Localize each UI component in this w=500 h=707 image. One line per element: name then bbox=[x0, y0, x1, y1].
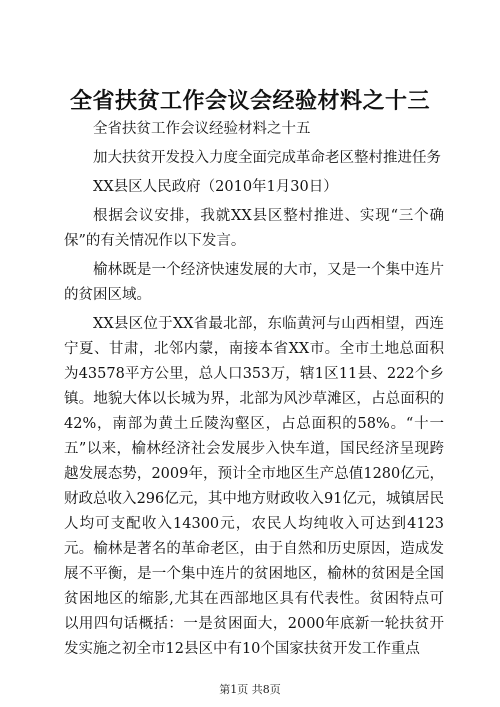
author-date-paragraph: XX县区人民政府（2010年1月30日） bbox=[93, 179, 338, 195]
body-paragraph: 根据会议安排，我就XX县区整村推进、实现“三个确保”的有关情况作以下发言。 bbox=[64, 208, 444, 249]
document-title: 全省扶贫工作会议会经验材料之十三 bbox=[69, 88, 430, 114]
body-paragraph: 榆林既是一个经济快速发展的大市，又是一个集中连片的贫困区域。 bbox=[64, 262, 444, 303]
body-paragraph: XX县区位于XX省最北部，东临黄河与山西相望，西连宁夏、甘肃，北邻内蒙，南接本省XX市。全市土地总面积为43578平方公里，总人口353万，辖1区11县、222个乡镇。地貌大体以长城为界，北部为风沙草滩区，占总面积的42%，南部为黄土丘陵沟壑区，占总面积的58%。“十一五”以来，榆林经济社会发展步入快车道，国民经济呈现跨越发展态势，2009年，预计全市地区生产总值1280亿元，财政总收入296亿元，其中地方财政收入91亿元，城镇居民人均可支配收入14300元，农民人均纯收入可达到4123元。榆林是著名的革命老区，由于自然和历史原因，造成发展不平衡，是一个集中连片的贫困地区，榆林的贫困是全国贫困地区的缩影,尤其在西部地区具有代表性。贫困特点可以用四句话概括：一是贫困面大，2000年底新一轮扶贫开发实施之初全市12县区中有10个国家扶贫开发工作重点 bbox=[64, 316, 444, 657]
heading-paragraph: 加大扶贫开发投入力度全面完成革命老区整村推进任务 bbox=[93, 150, 441, 166]
subtitle-paragraph: 全省扶贫工作会议经验材料之十五 bbox=[93, 121, 311, 137]
document-body bbox=[64, 117, 444, 666]
page-number-footer: 第1页 共8页 bbox=[219, 683, 281, 696]
